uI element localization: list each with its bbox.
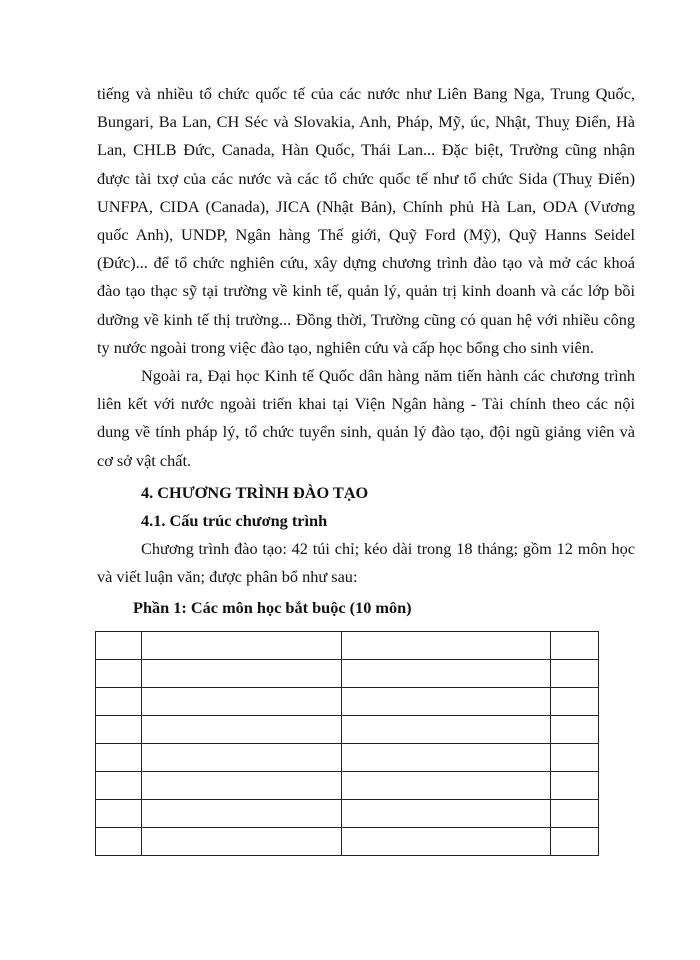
table-cell bbox=[96, 800, 142, 828]
section-heading: 4. CHƯƠNG TRÌNH ĐÀO TẠO bbox=[141, 482, 369, 502]
table-row bbox=[96, 688, 599, 716]
table-cell bbox=[142, 688, 342, 716]
table-cell bbox=[142, 632, 342, 660]
table-cell bbox=[551, 800, 599, 828]
table-cell bbox=[551, 744, 599, 772]
subsection-heading: 4.1. Cấu trúc chương trình bbox=[141, 511, 328, 531]
paragraph-international-cooperation: tiếng và nhiều tổ chức quốc tế của các nước như Liên Bang Nga, Trung Quốc, Bungari, Ba Lan, CH Séc và Slovakia, Anh, Pháp, Mỹ, úc, Nhật, Thuỵ Điển, Hà Lan, CHLB Đức, Canada, Hàn Quốc, Thái Lan... Đặc biệt, Trường cũng nhận được tài txợ của các nước và các tổ chức quốc tế như tổ chức Sida (Thuỵ Điển) UNFPA, CIDA (Canada), JICA (Nhật Bản), Chính phủ Hà Lan, ODA (Vương quốc Anh), UNDP, Ngân hàng Thế giới, Quỹ Ford (Mỹ), Quỹ Hanns Seidel (Đức)... để tổ chức nghiên cứu, xây dựng chương trình đào tạo và mở các khoá đào tạo thạc sỹ tại trường về kinh tế, quản lý, quản trị kinh doanh và các lớp bồi dưỡng về kinh tế thị trường... Đồng thời, Trường cũng có quan hệ với nhiều công ty nước ngoài trong việc đào tạo, nghiên cứu và cấp học bổng cho sinh viên. bbox=[97, 84, 635, 357]
table-cell bbox=[551, 772, 599, 800]
table-cell bbox=[342, 800, 551, 828]
table-cell bbox=[96, 716, 142, 744]
paragraph-joint-programs: Ngoài ra, Đại học Kinh tế Quốc dân hàng năm tiến hành các chương trình liên kết với nước ngoài triển khai tại Viện Ngân hàng - Tài chính theo các nội dung về tính pháp lý, tổ chức tuyển sinh, quản lý đào tạo, đội ngũ giảng viên và cơ sở vật chất. bbox=[97, 366, 635, 470]
table-row bbox=[96, 800, 599, 828]
table-cell bbox=[342, 632, 551, 660]
table-row bbox=[96, 744, 599, 772]
table-cell bbox=[142, 660, 342, 688]
table-cell bbox=[342, 660, 551, 688]
table-cell bbox=[551, 632, 599, 660]
table-cell bbox=[96, 828, 142, 856]
table-cell bbox=[142, 716, 342, 744]
table-cell bbox=[142, 772, 342, 800]
table-caption: Phần 1: Các môn học bắt buộc (10 môn) bbox=[133, 597, 412, 617]
table-cell bbox=[342, 688, 551, 716]
table-row bbox=[96, 716, 599, 744]
table-cell bbox=[551, 660, 599, 688]
table-cell bbox=[142, 828, 342, 856]
course-table-body bbox=[96, 632, 599, 856]
table-row bbox=[96, 632, 599, 660]
table-cell bbox=[96, 688, 142, 716]
table-cell bbox=[96, 660, 142, 688]
table-cell bbox=[551, 828, 599, 856]
table-cell bbox=[342, 716, 551, 744]
table-cell bbox=[96, 744, 142, 772]
table-cell bbox=[551, 688, 599, 716]
table-cell bbox=[142, 800, 342, 828]
table-cell bbox=[96, 632, 142, 660]
table-row bbox=[96, 660, 599, 688]
document-body bbox=[97, 80, 635, 622]
table-row bbox=[96, 828, 599, 856]
table-cell bbox=[551, 716, 599, 744]
table-row bbox=[96, 772, 599, 800]
table-cell bbox=[142, 744, 342, 772]
table-cell bbox=[342, 828, 551, 856]
paragraph-program-structure: Chương trình đào tạo: 42 túi chỉ; kéo dài trong 18 tháng; gồm 12 môn học và viết luận văn; được phân bổ như sau: bbox=[97, 539, 635, 587]
table-cell bbox=[96, 772, 142, 800]
course-table bbox=[95, 631, 599, 856]
table-cell bbox=[342, 772, 551, 800]
table-cell bbox=[342, 744, 551, 772]
